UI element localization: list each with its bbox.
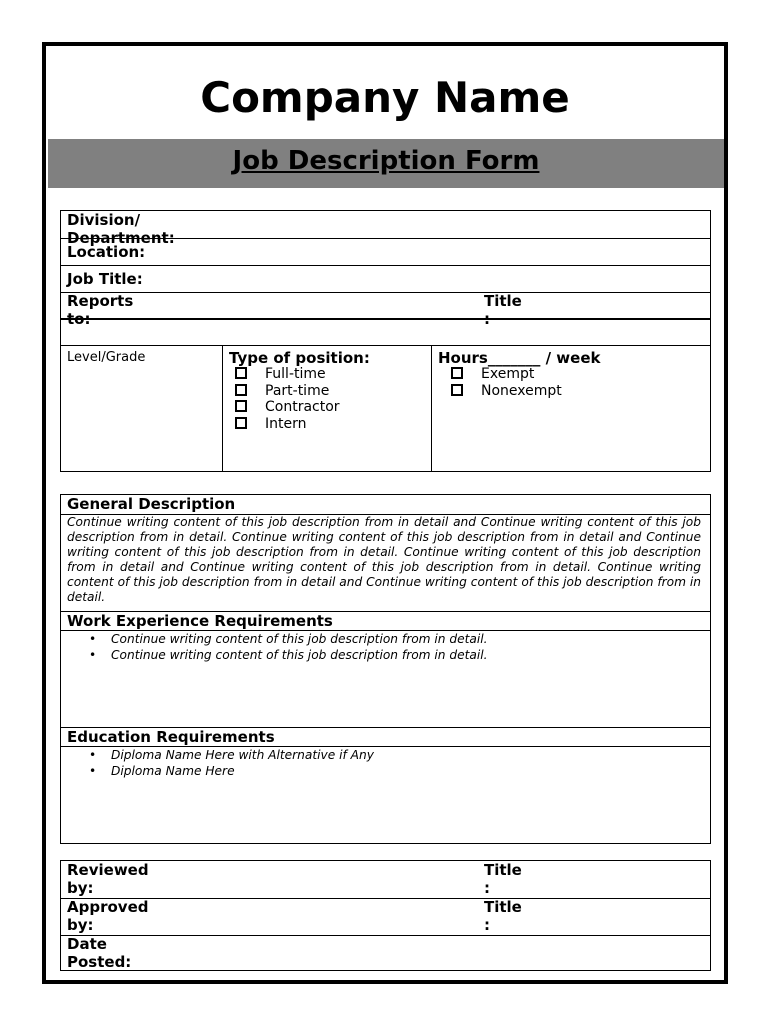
list-item: • Continue writing content of this job description from in detail. [67, 631, 488, 647]
list-item: • Diploma Name Here with Alternative if Any [67, 747, 374, 763]
list-item: • Continue writing content of this job description from in detail. [67, 647, 488, 663]
level-grade-label: Level/Grade [67, 350, 146, 365]
type-of-position-heading: Type of position: [229, 349, 370, 367]
form-title: Job Description Form [232, 146, 540, 176]
reviewed-by-label: Reviewed by: [67, 861, 149, 897]
work-experience-list [67, 631, 488, 663]
general-description-heading: General Description [67, 495, 236, 513]
checkbox-icon[interactable] [451, 384, 463, 396]
approved-title-label: Title : [484, 898, 522, 934]
checkbox-icon[interactable] [235, 417, 247, 429]
option-part-time[interactable]: Part-time [235, 383, 329, 400]
option-contractor[interactable]: Contractor [235, 399, 340, 416]
job-title-label: Job Title: [67, 270, 143, 288]
header-info-table [60, 210, 711, 328]
general-description-text: Continue writing content of this job description from in detail and Continue writing content of this job description from in detail. Continue writing content of this job description from in detail and Continue writing content of this job description from in detail. Continue writing content of this job description from in detail and Continue writing content of this job description from in detail. Continue writing content of this job description from in detail and Continue writing content of this job description from in detail. [67, 515, 701, 604]
position-table [60, 319, 711, 472]
education-heading: Education Requirements [67, 728, 275, 746]
signoff-table [60, 860, 711, 971]
checkbox-icon[interactable] [235, 384, 247, 396]
job-description-form [42, 42, 728, 984]
approved-by-label: Approved by: [67, 898, 149, 934]
checkbox-icon[interactable] [235, 367, 247, 379]
checkbox-icon[interactable] [451, 367, 463, 379]
option-full-time[interactable]: Full-time [235, 366, 326, 383]
location-label: Location: [67, 243, 146, 261]
reviewed-title-label: Title : [484, 861, 522, 897]
reports-title-label: Title : [484, 292, 522, 328]
division-label: Division/ Department: [67, 211, 175, 247]
work-experience-heading: Work Experience Requirements [67, 612, 333, 630]
option-nonexempt[interactable]: Nonexempt [451, 383, 562, 400]
hours-per-week-label: Hours_______ / week [438, 349, 601, 367]
education-list [67, 747, 374, 779]
form-title-banner [48, 139, 724, 188]
requirements-table [60, 494, 711, 844]
option-exempt[interactable]: Exempt [451, 366, 534, 383]
date-posted-label: Date Posted: [67, 935, 132, 971]
option-intern[interactable]: Intern [235, 416, 307, 433]
reports-to-label: Reports to: [67, 292, 134, 328]
checkbox-icon[interactable] [235, 400, 247, 412]
company-name: Company Name [200, 73, 570, 122]
list-item: • Diploma Name Here [67, 763, 374, 779]
